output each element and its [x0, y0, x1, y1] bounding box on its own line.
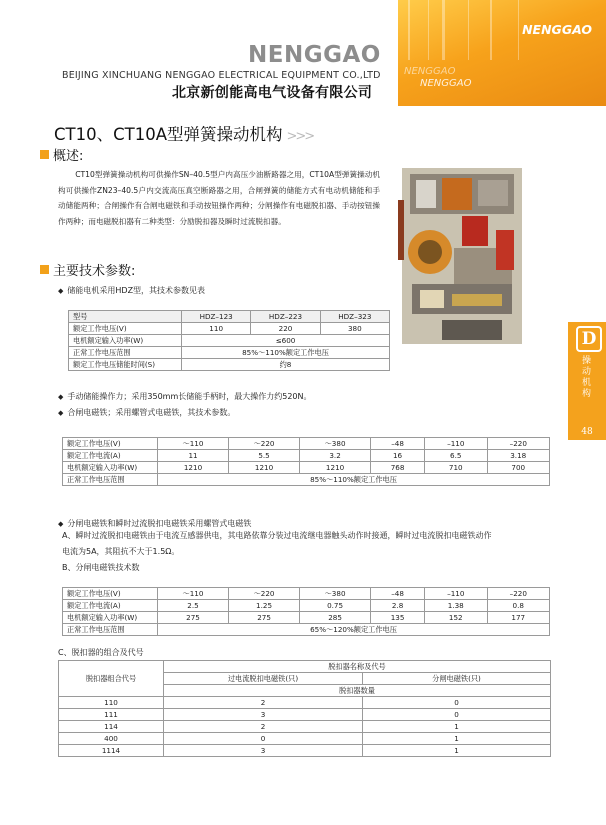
closing-magnet-table: [62, 437, 550, 486]
brand-logo-text: NENGGAO: [248, 42, 381, 68]
company-name-cn: 北京新创能高电气设备有限公司: [172, 85, 373, 101]
bullet-manual: [58, 391, 312, 402]
chapter-label: 操动机构: [582, 356, 592, 399]
table-cell: 110: [182, 323, 251, 335]
page-number: 48: [568, 424, 606, 440]
table-cell: 1: [363, 733, 551, 745]
table-cell: 额定工作电流(A): [63, 450, 158, 462]
table-cell: 正常工作电压范围: [63, 624, 158, 636]
table-header-cell: HDZ–323: [320, 311, 389, 323]
table-cell: 额定工作电压储能时间(S): [69, 359, 182, 371]
section-marker-2: [40, 265, 49, 274]
para-a-line1: A、瞬时过流脱扣电磁铁由于电流互感器供电，其电路依靠分装过电流继电器触头动作时接通，瞬时过电流脱扣电磁铁动作: [62, 531, 492, 540]
table-row: [63, 462, 550, 474]
table-header-cell: 脱扣器组合代号: [59, 661, 164, 697]
table-row: [59, 721, 551, 733]
table-cell: 65%～120%额定工作电压: [158, 624, 550, 636]
table-cell: 768: [371, 462, 425, 474]
table-row: [69, 359, 390, 371]
table-cell: 111: [59, 709, 164, 721]
table-row: [69, 323, 390, 335]
table-header-cell: 过电流脱扣电磁铁(只): [164, 673, 363, 685]
table-cell: 1114: [59, 745, 164, 757]
para-a-line2: 电流为5A，其阻抗不大于1.5Ω。: [62, 547, 180, 556]
table-row: [63, 600, 550, 612]
table-cell: 110: [59, 697, 164, 709]
table-cell: 3: [164, 745, 363, 757]
table-cell: 3.18: [487, 450, 550, 462]
bullet-motor: [58, 285, 205, 296]
table-cell: 11: [158, 450, 229, 462]
table-cell: 0: [363, 709, 551, 721]
panel-ghost-text: NENGGAO: [404, 66, 456, 77]
table-row: [59, 745, 551, 757]
table-row: [63, 438, 550, 450]
bullet-closing: [58, 407, 235, 418]
table-cell: 电机额定输入功率(W): [63, 462, 158, 474]
table-cell: 285: [300, 612, 371, 624]
table-cell: 220: [251, 323, 320, 335]
header-brand-panel: [398, 0, 606, 106]
diamond-icon: ◆: [58, 409, 64, 417]
para-c: C、脱扣器的组合及代号: [58, 648, 144, 657]
table-row: [59, 709, 551, 721]
table-row: [59, 697, 551, 709]
table-cell: 正常工作电压范围: [63, 474, 158, 486]
table-cell: ～110: [158, 438, 229, 450]
table-cell: 2: [164, 697, 363, 709]
table-cell: ～380: [300, 588, 371, 600]
chapter-letter: D: [576, 326, 602, 352]
specs-heading: 主要技术参数:: [53, 264, 136, 279]
table-header-cell: 分闸电磁铁(只): [363, 673, 551, 685]
table-cell: 85%～110%额定工作电压: [158, 474, 550, 486]
table-cell: –110: [425, 588, 487, 600]
bullet-closing-text: 合闸电磁铁；采用螺管式电磁铁，其技术参数。: [67, 408, 236, 417]
bullet-manual-text: 手动储能操作力；采用350mm长储能手柄时，最大操作力约520N。: [67, 392, 312, 401]
table-cell: 额定工作电压(V): [63, 438, 158, 450]
table-cell: 2.5: [158, 600, 229, 612]
table-cell: ≤600: [182, 335, 390, 347]
table-row: [69, 311, 390, 323]
table-row: [63, 450, 550, 462]
table-cell: 额定工作电压(V): [63, 588, 158, 600]
table-cell: 85%～110%额定工作电压: [182, 347, 390, 359]
table-cell: 0: [164, 733, 363, 745]
table-header-cell: 脱扣器名称及代号: [164, 661, 551, 673]
table-header-cell: HDZ–123: [182, 311, 251, 323]
trip-magnet-table: [62, 587, 550, 636]
table-cell: 6.5: [425, 450, 487, 462]
table-row: [63, 474, 550, 486]
table-cell: –48: [371, 438, 425, 450]
overview-text-body: CT10型弹簧操动机构可供操作SN–40.5型户内高压少油断路器之用，CT10A型弹簧操动机构可供操作ZN23–40.5户内交流高压真空断路器之用，合闸弹簧的储能方式有电动机储能和手动储能两种；合闸操作有合闸电磁铁和手动按钮操作两种；分闸操作有电磁脱扣器、手动按钮操作两种；而电磁脱扣器有二种类型：分励脱扣器及瞬时过流脱扣器。: [58, 170, 380, 226]
company-name-en: BEIJING XINCHUANG NENGGAO ELECTRICAL EQUIPMENT CO.,LTD: [62, 70, 381, 81]
bullet-trip-text: 分闸电磁铁和瞬时过流脱扣电磁铁采用螺管式电磁铁: [67, 519, 252, 528]
diamond-icon: ◆: [58, 287, 64, 295]
table-header-cell: HDZ–223: [251, 311, 320, 323]
table-cell: 275: [158, 612, 229, 624]
table-cell: 700: [487, 462, 550, 474]
table-cell: 3: [164, 709, 363, 721]
chapter-side-tab: [568, 322, 606, 436]
table-cell: 0.75: [300, 600, 371, 612]
overview-heading: 概述:: [53, 149, 84, 164]
page-title-text: CT10、CT10A型弹簧操动机构: [54, 125, 283, 144]
table-cell: 正常工作电压范围: [69, 347, 182, 359]
table-row: [63, 588, 550, 600]
table-cell: ～220: [229, 588, 300, 600]
panel-brand-text: NENGGAO: [522, 22, 592, 37]
table-cell: 1210: [158, 462, 229, 474]
table-cell: 380: [320, 323, 389, 335]
bullet-motor-text: 储能电机采用HDZ型，其技术参数见表: [67, 286, 206, 295]
table-row: [63, 612, 550, 624]
table-cell: 710: [425, 462, 487, 474]
table-cell: 2: [164, 721, 363, 733]
table-header-cell: 型号: [69, 311, 182, 323]
table-row: [69, 347, 390, 359]
table-cell: 0: [363, 697, 551, 709]
table-cell: 275: [229, 612, 300, 624]
table-row: [59, 661, 551, 673]
table-cell: ～380: [300, 438, 371, 450]
table-cell: 1: [363, 721, 551, 733]
table-cell: 135: [371, 612, 425, 624]
table-cell: 3.2: [300, 450, 371, 462]
para-b: B、分闸电磁铁技术数: [62, 563, 140, 572]
table-cell: 约8: [182, 359, 390, 371]
table-cell: 额定工作电流(A): [63, 600, 158, 612]
table-cell: 152: [425, 612, 487, 624]
table-cell: ～110: [158, 588, 229, 600]
table-cell: –220: [487, 588, 550, 600]
table-cell: 1210: [229, 462, 300, 474]
table-cell: 1.38: [425, 600, 487, 612]
overview-text: [58, 167, 380, 229]
table-cell: –220: [487, 438, 550, 450]
table-cell: 2.8: [371, 600, 425, 612]
table-cell: 额定工作电压(V): [69, 323, 182, 335]
table-cell: –110: [425, 438, 487, 450]
release-combo-table: [58, 660, 551, 757]
table-cell: 177: [487, 612, 550, 624]
page-title: [54, 121, 313, 145]
table-cell: 400: [59, 733, 164, 745]
table-row: [69, 335, 390, 347]
motor-spec-table: [68, 310, 390, 371]
table-cell: 电机额定输入功率(W): [63, 612, 158, 624]
table-cell: –48: [371, 588, 425, 600]
table-cell: 16: [371, 450, 425, 462]
table-cell: 1: [363, 745, 551, 757]
table-cell: 5.5: [229, 450, 300, 462]
table-cell: 1210: [300, 462, 371, 474]
panel-ghost-text-2: NENGGAO: [420, 78, 472, 89]
table-cell: ～220: [229, 438, 300, 450]
mechanism-photo: [392, 160, 530, 350]
section-marker: [40, 150, 49, 159]
table-row: [59, 733, 551, 745]
table-header-cell: 脱扣器数量: [164, 685, 551, 697]
diamond-icon: ◆: [58, 393, 64, 401]
table-cell: 114: [59, 721, 164, 733]
table-cell: 1.25: [229, 600, 300, 612]
title-arrows: >>>: [286, 129, 314, 144]
diamond-icon: ◆: [58, 520, 64, 528]
table-cell: 电机额定输入功率(W): [69, 335, 182, 347]
table-row: [63, 624, 550, 636]
table-cell: 0.8: [487, 600, 550, 612]
